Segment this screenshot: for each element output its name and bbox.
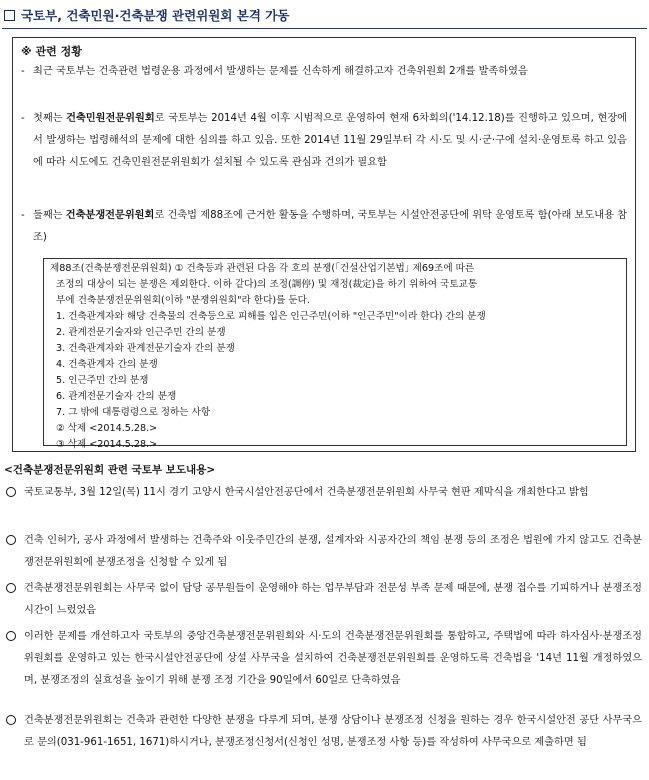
item-lead: 첫째는 xyxy=(33,113,67,124)
law-line: 제88조(건축분쟁전문위원회) ① 건축등과 관련된 다음 각 호의 분쟁(｢건설산업기본법｣ 제69조에 따른 xyxy=(50,263,475,274)
law-line: 조정의 대상이 되는 분쟁은 제외한다. 이하 같다)의 조정(調停) 및 재정(裁定)을 하기 위하여 국토교통 xyxy=(56,279,478,290)
item-rest: 로 국토부는 2014년 4월 이후 시범적으로 운영하여 현재 6차회의('14.12.18)를 진행하고 있으며, 현장에서 발생하는 법령해석의 문제에 대한 심의를 하고 있음. 또한 2014년 11월 29일부터 각 시·도 및 시·군·구에 설치·운영토록 하고 있음에 따라 시도에도 건축민원전문위원회가 설치될 수 있도록 관심과 건의가 필요함 xyxy=(33,113,628,168)
title-divider xyxy=(2,28,647,29)
situation-item-text xyxy=(33,205,627,249)
situation-item-1 xyxy=(21,61,627,83)
law-line: 6. 관계전문기술자 간의 분쟁 xyxy=(56,391,177,402)
law-line: ② 삭제 <2014.5.28.> xyxy=(56,423,158,434)
law-line: 1. 건축관계자와 해당 건축물의 건축등으로 피해를 입은 인근주민(이하 "인근주민"이라 한다) 간의 분쟁 xyxy=(56,311,486,322)
press-item-2 xyxy=(6,530,642,574)
situation-heading: ※ 관련 정황 xyxy=(21,45,82,58)
press-item-3 xyxy=(6,578,642,622)
situation-item-text: 최근 국토부는 건축관련 법령운용 과정에서 발생하는 문제를 신속하게 해결하고자 건축위원회 2개를 발족하였음 xyxy=(33,66,528,77)
situation-item-3 xyxy=(21,205,627,249)
press-item-text: 건축분쟁전문위원회는 사무국 없이 담당 공무원들이 운영해야 하는 업무부담과 전문성 부족 문제 때문에, 분쟁 접수를 기피하거나 분쟁조정 시간이 느렀었음 xyxy=(24,583,642,616)
law-line: 7. 그 밖에 대통령령으로 정하는 사항 xyxy=(56,407,211,418)
circle-bullet-icon xyxy=(6,715,16,725)
circle-bullet-icon xyxy=(6,631,16,641)
circle-bullet-icon xyxy=(6,487,16,497)
document-title xyxy=(4,6,289,24)
press-item-1 xyxy=(6,482,642,504)
dash-bullet: - xyxy=(21,210,25,221)
press-item-text: 건축 인허가, 공사 과정에서 발생하는 건축주와 이웃주민간의 분쟁, 설계자와 시공자간의 책임 분쟁 등의 조정은 법원에 가지 않고도 건축분쟁전문위원회에 분쟁조정을 신청할 수 있게 됨 xyxy=(24,535,642,568)
press-item-text: 건축분쟁전문위원회는 건축과 관련한 다양한 분쟁을 다루게 되며, 분쟁 상담이나 분쟁조정 신청을 원하는 경우 한국시설안전 공단 사무국으로 문의(031-961-1651, 1671)하시거나, 분쟁조정신청서(신청인 성명, 분쟁조정 사항 등)를 작성하여 사무국으로 제출하면 됨 xyxy=(24,715,642,748)
press-item-text: 이러한 문제를 개선하고자 국토부의 중앙건축분쟁전문위원회와 시·도의 건축분쟁전문위원회를 통합하고, 주택법에 따라 하자심사·분쟁조정위원회를 운영하고 있는 한국시설안전공단에 상설 사무국을 설치하여 건축분쟁전문위원회를 운영하도록 건축법을 '14년 11월 개정하였으며, 분쟁조정의 실효성을 높이기 위해 분쟁 조정 기간을 90일에서 60일로 단축하였음 xyxy=(24,631,642,686)
committee-name: 건축분쟁전문위원회 xyxy=(65,210,155,221)
law-line: 4. 건축관계자 간의 분쟁 xyxy=(56,359,158,370)
item-rest: 로 건축법 제88조에 근거한 활동을 수행하며, 국토부는 시설안전공단에 위탁 운영토록 함(아래 보도내용 참조) xyxy=(33,210,628,243)
law-line: 5. 인근주민 간의 분쟁 xyxy=(56,375,149,386)
press-item-5 xyxy=(6,710,642,754)
situation-box xyxy=(12,37,636,452)
law-line: 3. 건축관계자와 관계전문기술자 간의 분쟁 xyxy=(56,343,235,354)
situation-item-2 xyxy=(21,108,627,174)
press-item-4 xyxy=(6,626,642,692)
law-line: ③ 삭제 <2014.5.28.> xyxy=(56,439,158,450)
square-bullet-icon xyxy=(4,10,15,21)
dash-bullet: - xyxy=(21,66,25,77)
press-release-title: <건축분쟁전문위원회 관련 국토부 보도내용> xyxy=(4,464,216,476)
title-text: 국토부, 건축민원·건축분쟁 관련위원회 본격 가동 xyxy=(21,8,290,23)
committee-name: 건축민원전문위원회 xyxy=(66,113,155,124)
dash-bullet: - xyxy=(21,113,25,124)
press-item-text: 국토교통부, 3월 12일(목) 11시 경기 고양시 한국시설안전공단에서 건축분쟁전문위원회 사무국 현판 제막식을 개최한다고 밝힘 xyxy=(24,487,589,498)
item-lead: 둘째는 xyxy=(33,210,66,221)
law-line: 2. 관계전문기술자와 인근주민 간의 분쟁 xyxy=(56,327,226,338)
situation-item-text xyxy=(33,108,627,174)
law-excerpt-box xyxy=(43,258,627,450)
circle-bullet-icon xyxy=(6,583,16,593)
circle-bullet-icon xyxy=(6,535,16,545)
law-line: 부에 건축분쟁전문위원회(이하 "분쟁위원회"라 한다)를 둔다. xyxy=(56,295,310,306)
